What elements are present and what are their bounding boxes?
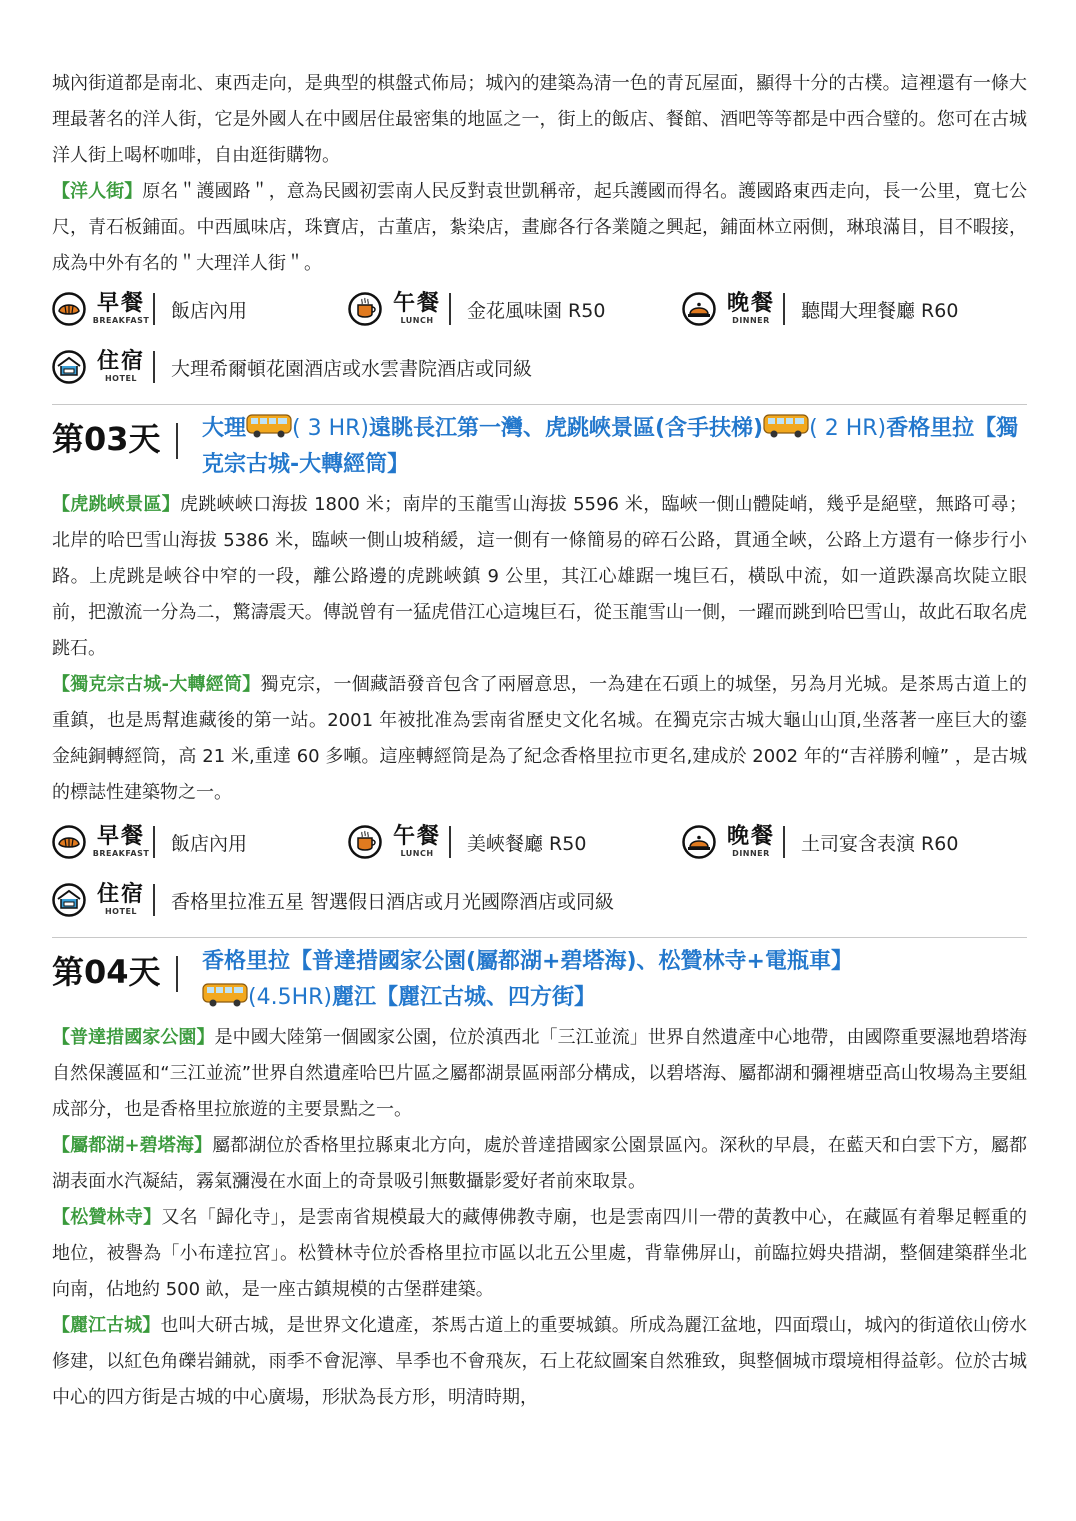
day3-title [202, 411, 1027, 483]
lijiang-tag: 【麗江古城】 [52, 1315, 161, 1336]
hotel-label-en: HOTEL [104, 374, 137, 383]
section-divider [52, 937, 1027, 938]
day3-travel-time-1: ( 3 HR) [292, 416, 369, 441]
coffee-cup-icon [348, 825, 382, 859]
dinner-label-en: DINNER [732, 316, 770, 325]
dinner-item [682, 822, 958, 862]
divider [153, 293, 155, 325]
divider [449, 293, 451, 325]
itinerary-page [52, 66, 1027, 1416]
dukezong-tag: 【獨克宗古城-大轉經筒】 [52, 674, 261, 695]
tiger-leaping-paragraph [52, 487, 1027, 667]
bus-icon [763, 413, 809, 439]
breakfast-value: 飯店內用 [171, 832, 248, 855]
day3-hotel-row [52, 869, 1027, 931]
yangrenjie-text: 原名＂護國路＂，意為民國初雲南人民反對袁世凱稱帝，起兵護國而得名。護國路東西走向，長一公里，寬七公尺，青石板鋪面。中西風味店，珠寶店，古董店，紮染店，畫廊各行各業隨之興起，鋪面林立兩側，琳琅滿目，目不暇接，成為中外有名的＂大理洋人街＂。 [52, 181, 1028, 274]
hotel-label: 住宿 [96, 882, 145, 907]
day3-travel-time-2: ( 2 HR) [809, 416, 887, 441]
day3-title-middle: 遠眺長江第一灣、虎跳峽景區(含手扶梯) [369, 416, 764, 441]
day4-title-start: 香格里拉【普達措國家公園(屬都湖+碧塔海)、松贊林寺+電瓶車】 [202, 949, 853, 974]
songzanlin-paragraph [52, 1200, 1027, 1308]
dinner-label-en: DINNER [732, 849, 770, 858]
cloche-icon [682, 825, 716, 859]
dinner-label: 晚餐 [726, 291, 775, 316]
dukezong-paragraph [52, 667, 1027, 811]
hotel-icon [52, 883, 86, 917]
hotel-label: 住宿 [96, 349, 145, 374]
section-divider [52, 404, 1027, 405]
day4-header [52, 944, 1027, 1016]
divider [176, 956, 178, 992]
lunch-value: 美峽餐廳 R50 [467, 832, 587, 855]
cloche-icon [682, 292, 716, 326]
dinner-item [682, 289, 958, 329]
lunch-label: 午餐 [392, 291, 441, 316]
shudu-lake-text: 屬都湖位於香格里拉縣東北方向，處於普達措國家公園景區內。深秋的早晨，在藍天和白雲下方，屬都湖表面水汽凝結，霧氣瀰漫在水面上的奇景吸引無數攝影愛好者前來取景。 [52, 1135, 1027, 1192]
day2-meals-row [52, 282, 1027, 336]
lunch-item [348, 289, 682, 329]
divider [153, 826, 155, 858]
intro-paragraph: 城內街道都是南北、東西走向，是典型的棋盤式佈局；城內的建築為清一色的青瓦屋面，顯得十分的古樸。這裡還有一條大理最著名的洋人街，它是外國人在中國居住最密集的地區之一，街上的飯店、餐館、酒吧等等都是中西合璧的。您可在古城洋人街上喝杯咖啡，自由逛街購物。 [52, 73, 1027, 166]
day3-title-end: 香格里拉【獨克宗古城-大轉經筒】 [202, 416, 1019, 477]
day3-header [52, 411, 1027, 483]
hotel-icon [52, 350, 86, 384]
lunch-item [348, 822, 682, 862]
dukezong-text: 獨克宗，一個藏語發音包含了兩層意思，一為建在石頭上的城堡，另為月光城。是茶馬古道上的重鎮，也是馬幫進藏後的第一站。2001 年被批准為雲南省歷史文化名城。在獨克宗古城大龜山山頂,坐落著一座巨大的鎏金純銅轉經筒，高 21 米,重達 60 多噸。這座轉經筒是為了紀念香格里拉市更名,建成於 2002 年的“吉祥勝利幢” ，是古城的標誌性建築物之一。 [52, 674, 1027, 803]
lunch-label-en: LUNCH [400, 849, 434, 858]
breakfast-value: 飯店內用 [171, 299, 248, 322]
breakfast-label: 早餐 [96, 291, 145, 316]
pudacuo-tag: 【普達措國家公園】 [52, 1027, 215, 1048]
hotel-label-en: HOTEL [104, 907, 137, 916]
divider [783, 826, 785, 858]
lijiang-paragraph [52, 1308, 1027, 1416]
hotel-value: 香格里拉准五星 智選假日酒店或月光國際酒店或同級 [171, 890, 615, 913]
songzanlin-tag: 【松贊林寺】 [52, 1207, 162, 1228]
bus-icon [202, 982, 248, 1008]
breakfast-item [52, 289, 348, 329]
bus-icon [246, 413, 292, 439]
day2-hotel-row [52, 336, 1027, 398]
divider [153, 351, 155, 383]
day4-title-end: 麗江【麗江古城、四方街】 [331, 985, 596, 1010]
hotel-value: 大理希爾頓花園酒店或水雲書院酒店或同級 [171, 357, 533, 380]
yangrenjie-paragraph [52, 174, 1027, 282]
coffee-cup-icon [348, 292, 382, 326]
day3-label: 第03天 [52, 420, 161, 458]
tiger-leaping-text: 虎跳峽峽口海拔 1800 米；南岸的玉龍雪山海拔 5596 米，臨峽一側山體陡峭，幾乎是絕壁，無路可尋；北岸的哈巴雪山海拔 5386 米，臨峽一側山坡稍緩，這一側有一條簡易的碎石公路，貫通全峽，公路上方還有一條步行小路。上虎跳是峽谷中窄的一段，離公路邊的虎跳峽鎮 9 公里，其江心雄踞一塊巨石，橫臥中流，如一道跌瀑高坎陡立眼前，把激流一分為二，驚濤震天。傳説曾有一猛虎借江心這塊巨石，從玉龍雪山一側，一躍而跳到哈巴雪山，故此石取名虎跳石。 [52, 494, 1028, 659]
day4-label: 第04天 [52, 953, 161, 991]
divider [783, 293, 785, 325]
croissant-icon [52, 292, 86, 326]
pudacuo-paragraph [52, 1020, 1027, 1128]
breakfast-item [52, 822, 348, 862]
divider [153, 884, 155, 916]
shudu-lake-paragraph [52, 1128, 1027, 1200]
tiger-leaping-tag: 【虎跳峽景區】 [52, 494, 181, 515]
dinner-value: 土司宴含表演 R60 [801, 832, 959, 855]
day4-title [202, 944, 1027, 1016]
yangrenjie-tag: 【洋人街】 [52, 181, 143, 202]
pudacuo-text: 是中國大陸第一個國家公園，位於滇西北「三江並流」世界自然遺產中心地帶，由國際重要濕地碧塔海自然保護區和“三江並流”世界自然遺產哈巴片區之屬都湖景區兩部分構成，以碧塔海、屬都湖和彌裡塘亞高山牧場為主要組成部分，也是香格里拉旅遊的主要景點之一。 [52, 1027, 1028, 1120]
lunch-label-en: LUNCH [400, 316, 434, 325]
breakfast-label-en: BREAKFAST [92, 316, 150, 325]
day3-title-start: 大理 [202, 416, 247, 441]
dinner-label: 晚餐 [726, 824, 775, 849]
divider [449, 826, 451, 858]
divider [176, 423, 178, 459]
breakfast-label: 早餐 [96, 824, 145, 849]
lijiang-text: 也叫大研古城，是世界文化遺產，茶馬古道上的重要城鎮。所成為麗江盆地，四面環山，城內的街道依山傍水修建，以紅色角礫岩鋪就，雨季不會泥濘、旱季也不會飛灰，石上花紋圖案自然雅致，與整個城市環境相得益彰。位於古城中心的四方街是古城的中心廣場，形狀為長方形，明清時期， [52, 1315, 1027, 1408]
day3-meals-row [52, 815, 1027, 869]
day4-travel-time: (4.5HR) [248, 985, 332, 1010]
lunch-value: 金花風味園 R50 [467, 299, 606, 322]
croissant-icon [52, 825, 86, 859]
dinner-value: 聽聞大理餐廳 R60 [801, 299, 959, 322]
shudu-lake-tag: 【屬都湖+碧塔海】 [52, 1135, 213, 1156]
breakfast-label-en: BREAKFAST [92, 849, 150, 858]
songzanlin-text: 又名「歸化寺」，是雲南省規模最大的藏傳佛教寺廟，也是雲南四川一帶的黃教中心，在藏區有着舉足輕重的地位，被譽為「小布達拉宮」。松贊林寺位於香格里拉市區以北五公里處，背靠佛屏山，前臨拉姆央措湖，整個建築群坐北向南，佔地約 500 畝，是一座古鎮規模的古堡群建築。 [52, 1207, 1027, 1300]
lunch-label: 午餐 [392, 824, 441, 849]
